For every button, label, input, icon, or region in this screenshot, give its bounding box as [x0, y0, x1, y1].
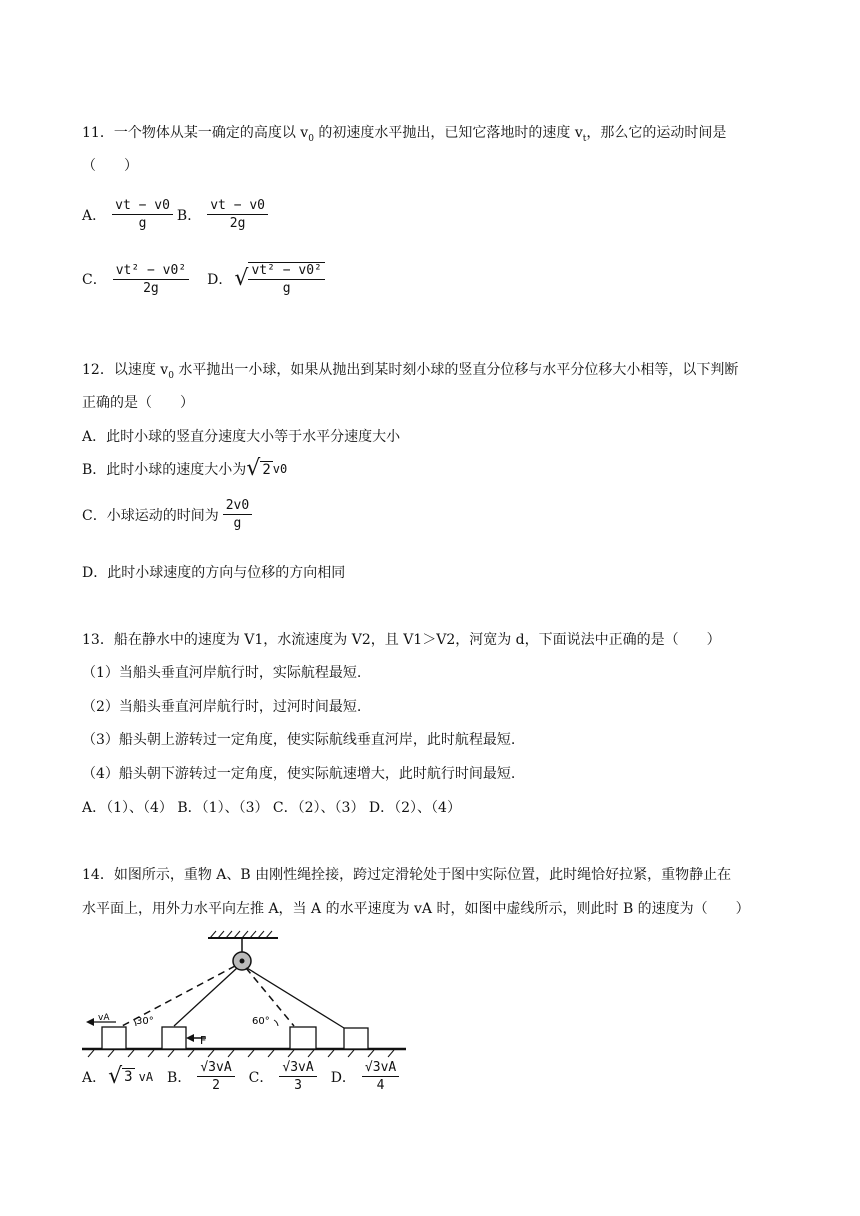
q11-option-d-sqrt-icon: √	[234, 266, 249, 291]
q13-statement-1: （1）当船头垂直河岸航行时，实际航程最短.	[82, 665, 362, 681]
q14-option-d-denominator: 4	[376, 1078, 385, 1093]
q12-option-c-numerator: 2v0	[223, 498, 252, 515]
q12-option-a: A．此时小球的竖直分速度大小等于水平分速度大小	[82, 429, 401, 445]
fig-va-label: vA	[98, 1013, 110, 1023]
q12-option-c-denominator: g	[233, 516, 242, 531]
q11-options-ab	[82, 198, 272, 231]
q14-option-c-fraction	[279, 1060, 316, 1093]
block-b-dashed-position	[290, 1027, 316, 1049]
q14-option-b-label: B．	[167, 1069, 192, 1086]
q12-option-b: B．此时小球的速度大小为 √ 2 v0	[82, 456, 288, 481]
q14-option-b-numerator: √3vA	[197, 1060, 234, 1077]
q11-stem-line1: 11．一个物体从某一确定的高度以 $v_0$ 的初速度水平抛出，已知它落地时的速度 $v_t$，那么它的运动时间是	[82, 125, 727, 144]
q14-option-d-label: D．	[330, 1069, 356, 1086]
q12-stem-line1: 12．以速度 $v_0$ 水平抛出一小球，如果从抛出到某时刻小球的竖直分位移与水平分位移大小相等，以下判断	[82, 362, 739, 381]
q11-option-c-fraction	[113, 263, 189, 296]
q13-stem: 13．船在静水中的速度为 V1，水流速度为 V2，且 V1＞V2，河宽为 d，下面说法中正确的是（ ）	[82, 632, 721, 648]
q14-option-a-va: vA	[138, 1069, 154, 1084]
q14-option-c-denominator: 3	[294, 1078, 302, 1093]
fig-force-label: F	[200, 1034, 207, 1047]
q14-options	[82, 1060, 403, 1093]
q13-statement-2: （2）当船头垂直河岸航行时，过河时间最短.	[82, 699, 362, 715]
q14-option-c-numerator: √3vA	[279, 1060, 316, 1077]
q14-option-b-denominator: 2	[212, 1078, 220, 1093]
force-arrow-icon	[186, 1034, 194, 1042]
q11-option-b-numerator: vt − v0	[207, 198, 268, 215]
q11-option-d-label: D．	[207, 272, 233, 288]
q13-statement-3: （3）船头朝上游转过一定角度，使实际航线垂直河岸，此时航程最短.	[82, 732, 516, 748]
q11-option-b-fraction	[207, 198, 268, 231]
q11-option-a-label: A．	[82, 207, 107, 224]
q12-option-b-sqrt-icon: √	[246, 456, 261, 481]
q14-option-a-label: A．	[82, 1069, 107, 1086]
q11-option-b-denominator: 2g	[229, 216, 246, 231]
q12-option-d: D．此时小球速度的方向与位移的方向相同	[82, 565, 346, 581]
q14-stem-line1: 14．如图所示，重物 A、B 由刚性绳拴接，跨过定滑轮处于图中实际位置，此时绳恰好拉紧，重物静止在	[82, 867, 732, 883]
q11-options-cd	[82, 262, 329, 296]
q11-option-c-label: C．	[82, 272, 107, 288]
q14-option-a-radicand: 3	[124, 1069, 133, 1085]
q11-option-b-label: B．	[176, 207, 202, 224]
q14-option-b-fraction	[197, 1060, 234, 1093]
q14-option-d-fraction	[362, 1060, 399, 1093]
q11-option-c-numerator: vt² − v0²	[113, 263, 189, 280]
q13-statement-4: （4）船头朝下游转过一定角度，使实际航速增大，此时航行时间最短.	[82, 766, 516, 782]
q11-option-d-numerator: vt² − v0²	[248, 262, 324, 280]
q14-option-d-numerator: √3vA	[362, 1060, 399, 1077]
q12-option-b-radicand: 2	[262, 461, 271, 478]
q14-option-c-label: C．	[248, 1069, 274, 1086]
q11-option-d-denominator: g	[282, 281, 291, 296]
q11-option-c-denominator: 2g	[143, 280, 159, 296]
q13-options: A．（1）、（4） B．（1）、（3） C．（2）、（3） D．（2）、（4）	[82, 800, 461, 816]
block-a	[162, 1027, 186, 1049]
q14-option-a-sqrt-icon: √	[108, 1063, 123, 1089]
q11-option-a-fraction	[112, 198, 173, 231]
fig-angle-30: 30°	[136, 1016, 154, 1027]
fig-angle-60: 60°	[252, 1016, 270, 1027]
q14-stem-line2: 水平面上，用外力水平向左推 A，当 A 的水平速度为 vA 时，如图中虚线所示，则此时 B 的速度为（ ）	[82, 901, 750, 917]
velocity-arrow-icon	[86, 1018, 94, 1026]
block-b	[344, 1028, 368, 1049]
block-a-dashed-position	[102, 1027, 126, 1049]
q12-option-c: C．小球运动的时间为 $\frac{2v0}{g}$	[82, 498, 256, 531]
q12-option-b-v0: v0	[272, 462, 288, 476]
q12-option-c-fraction	[223, 498, 252, 531]
q11-option-a-denominator: g	[138, 216, 147, 231]
q11-option-a-numerator: vt − v0	[112, 198, 173, 215]
q14-pulley-figure	[80, 928, 410, 1058]
q12-stem-line2: 正确的是（ ）	[82, 395, 194, 411]
q11-option-d-fraction	[248, 262, 324, 296]
q11-stem-line2: （ ）	[82, 158, 138, 174]
